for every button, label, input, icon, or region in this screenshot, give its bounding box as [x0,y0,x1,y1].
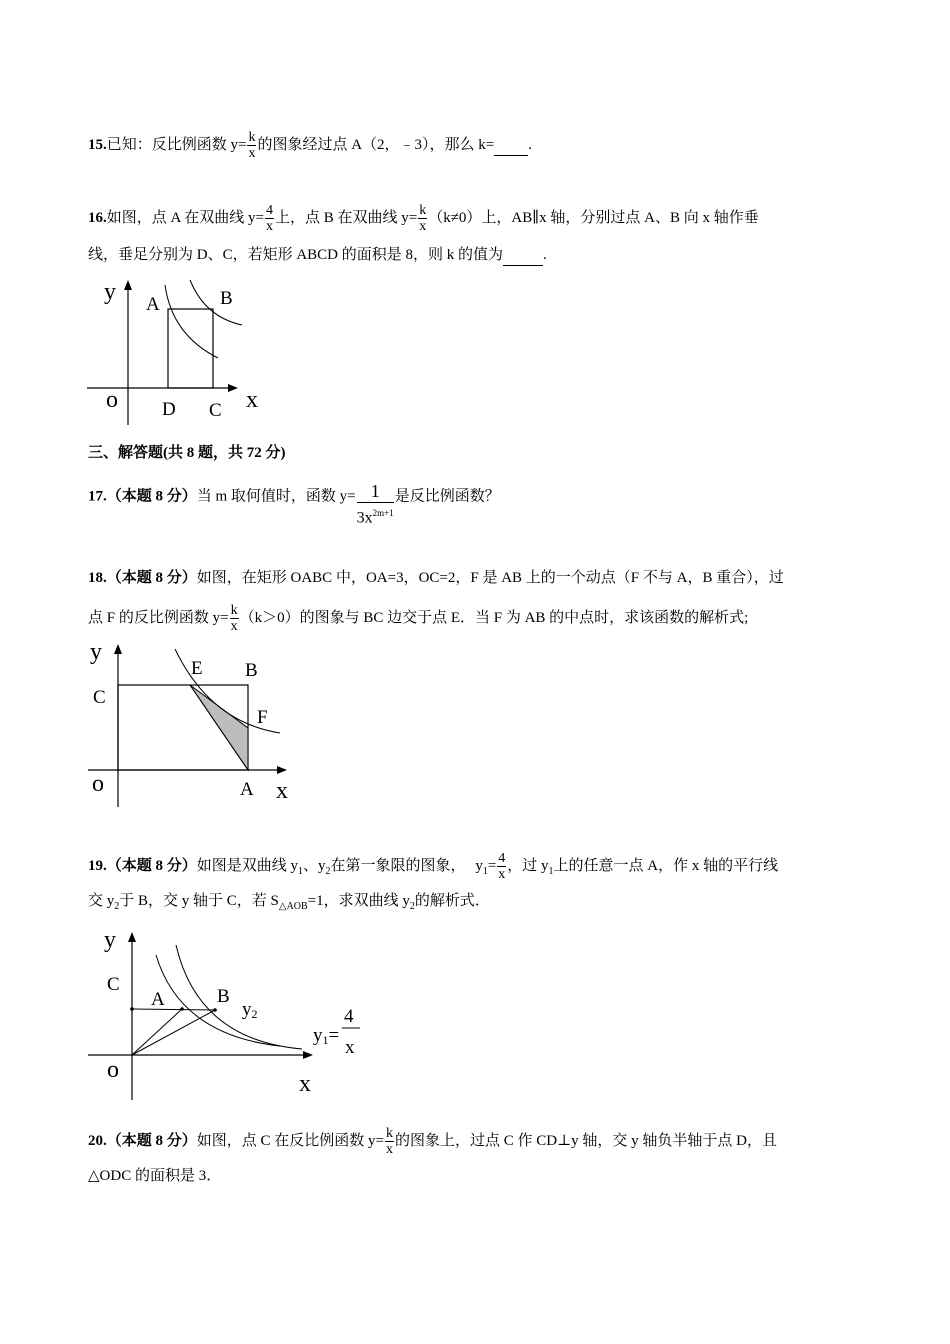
x-axis-arrow [303,1051,313,1059]
question-18-line2: 点 F 的反比例函数 y= $\frac{k}{x}$ （k＞0）的图象与 BC 边交于点 E．当 F 为 AB 的中点时，求该函数的解析式; [88,603,749,634]
q16-answer-blank [503,245,543,266]
label-x: x [299,1071,311,1097]
label-D: D [162,399,176,420]
label-frac-x: x [345,1037,355,1058]
label-F: F [257,707,268,728]
question-19: 19.（本题 8 分）如图是双曲线 $y_1$、$y_2$在第一象限的图象， $y_1=$ $\frac{4}{x}$ ，过 $y_1$上的任意一点 A，作 x 轴的平行线 [88,851,779,882]
y-axis-arrow [128,932,136,942]
question-16: 16.如图，点 A 在双曲线 y= $\frac{4}{x}$ 上，点 B 在双曲线 y= $\frac{k}{x}$ （k≠0）上，AB∥x 轴，分别过点 A、B 向 x 轴作垂 [88,203,759,234]
label-y: y [104,279,116,305]
q16-fraction-4: $\frac{4}{x}$ [265,203,273,234]
question-19-line2: 交 $y_2$于 B，交 y 轴于 C，若 $S_{\triangle AOB}=1$，求双曲线 $y_2$的解析式． [88,893,490,912]
q15-text-b: 的图象经过点 A（2，﹣3），那么 k= [257,136,495,153]
segment-cb [132,1009,215,1010]
section-3-heading: 三、解答题(共 8 题，共 72 分) [88,445,286,461]
point-C [130,1007,134,1011]
label-x: x [276,778,288,804]
q17-fraction: $\frac{1}{3x^{2m+1}}$ [356,481,394,527]
label-y2: y2 [242,999,258,1021]
q19-figure [80,925,380,1100]
label-E: E [191,658,203,679]
q20-number: 20. [88,1132,107,1149]
q20-points: （本题 8 分） [106,1132,197,1149]
curve-y2 [176,945,302,1049]
label-4: 4 [344,1006,354,1027]
x-axis-arrow [228,384,238,392]
label-o: o [107,1057,119,1083]
point-B [213,1008,217,1012]
label-C: C [209,400,222,421]
q16-fraction-k: $\frac{k}{x}$ [419,203,427,234]
label-A: A [151,989,165,1010]
q19-fraction: $\frac{4}{x}$ [498,851,506,882]
label-C: C [93,687,106,708]
q18-number: 18. [88,570,107,586]
label-o: o [106,387,118,413]
label-o: o [92,771,104,797]
q17-number: 17. [88,488,107,505]
q19-points: （本题 8 分） [106,857,197,874]
q17-points: （本题 8 分） [106,488,197,505]
q15-answer-blank [494,135,528,156]
label-x: x [246,387,258,413]
question-18: 18.（本题 8 分）如图，在矩形 OABC 中，OA=3，OC=2，F 是 AB 上的一个动点（F 不与 A，B 重合），过 [88,570,784,586]
label-C: C [107,974,120,995]
label-B: B [217,986,230,1007]
curve-b [190,280,242,325]
label-B: B [245,660,258,681]
y-axis-arrow [114,644,122,654]
q20-fraction: $\frac{k}{x}$ [385,1126,393,1157]
q16-figure [80,275,280,425]
label-A: A [240,779,254,800]
label-y: y [104,927,116,953]
label-y1: y1= [313,1025,340,1047]
y-axis-arrow [124,280,132,290]
question-15: 15.已知：反比例函数 y= $\frac{k}{x}$ 的图象经过点 A（2，﹣3），那么 k= . [88,130,533,161]
label-A: A [146,294,160,315]
question-17: 17.（本题 8 分）当 m 取何值时，函数 y= $\frac{1}{3x^{2m+1}}$ 是反比例函数？ [88,481,500,527]
q19-number: 19. [88,857,107,874]
q16-number: 16. [88,209,107,226]
rectangle-abcd [168,309,213,388]
q18-figure [80,637,310,812]
q18-points: （本题 8 分） [106,570,197,586]
question-20: 20.（本题 8 分）如图，点 C 在反比例函数 y= $\frac{k}{x}$ 的图象上，过点 C 作 CD⊥y 轴，交 y 轴负半轴于点 D，且 [88,1126,778,1157]
curve-a [165,285,218,358]
x-axis-arrow [277,766,287,774]
question-16-line2: 线，垂足分别为 D、C，若矩形 ABCD 的面积是 8，则 k 的值为 . [88,245,547,266]
point-A [180,1007,184,1011]
q15-number: 15. [88,136,107,153]
label-B: B [220,288,233,309]
q15-fraction: $\frac{k}{x}$ [248,130,256,161]
label-y: y [90,639,102,665]
question-20-line2: △ODC 的面积是 3． [88,1168,222,1184]
q15-text-a: 已知：反比例函数 y= [106,136,247,153]
q18-fraction: $\frac{k}{x}$ [230,603,238,634]
